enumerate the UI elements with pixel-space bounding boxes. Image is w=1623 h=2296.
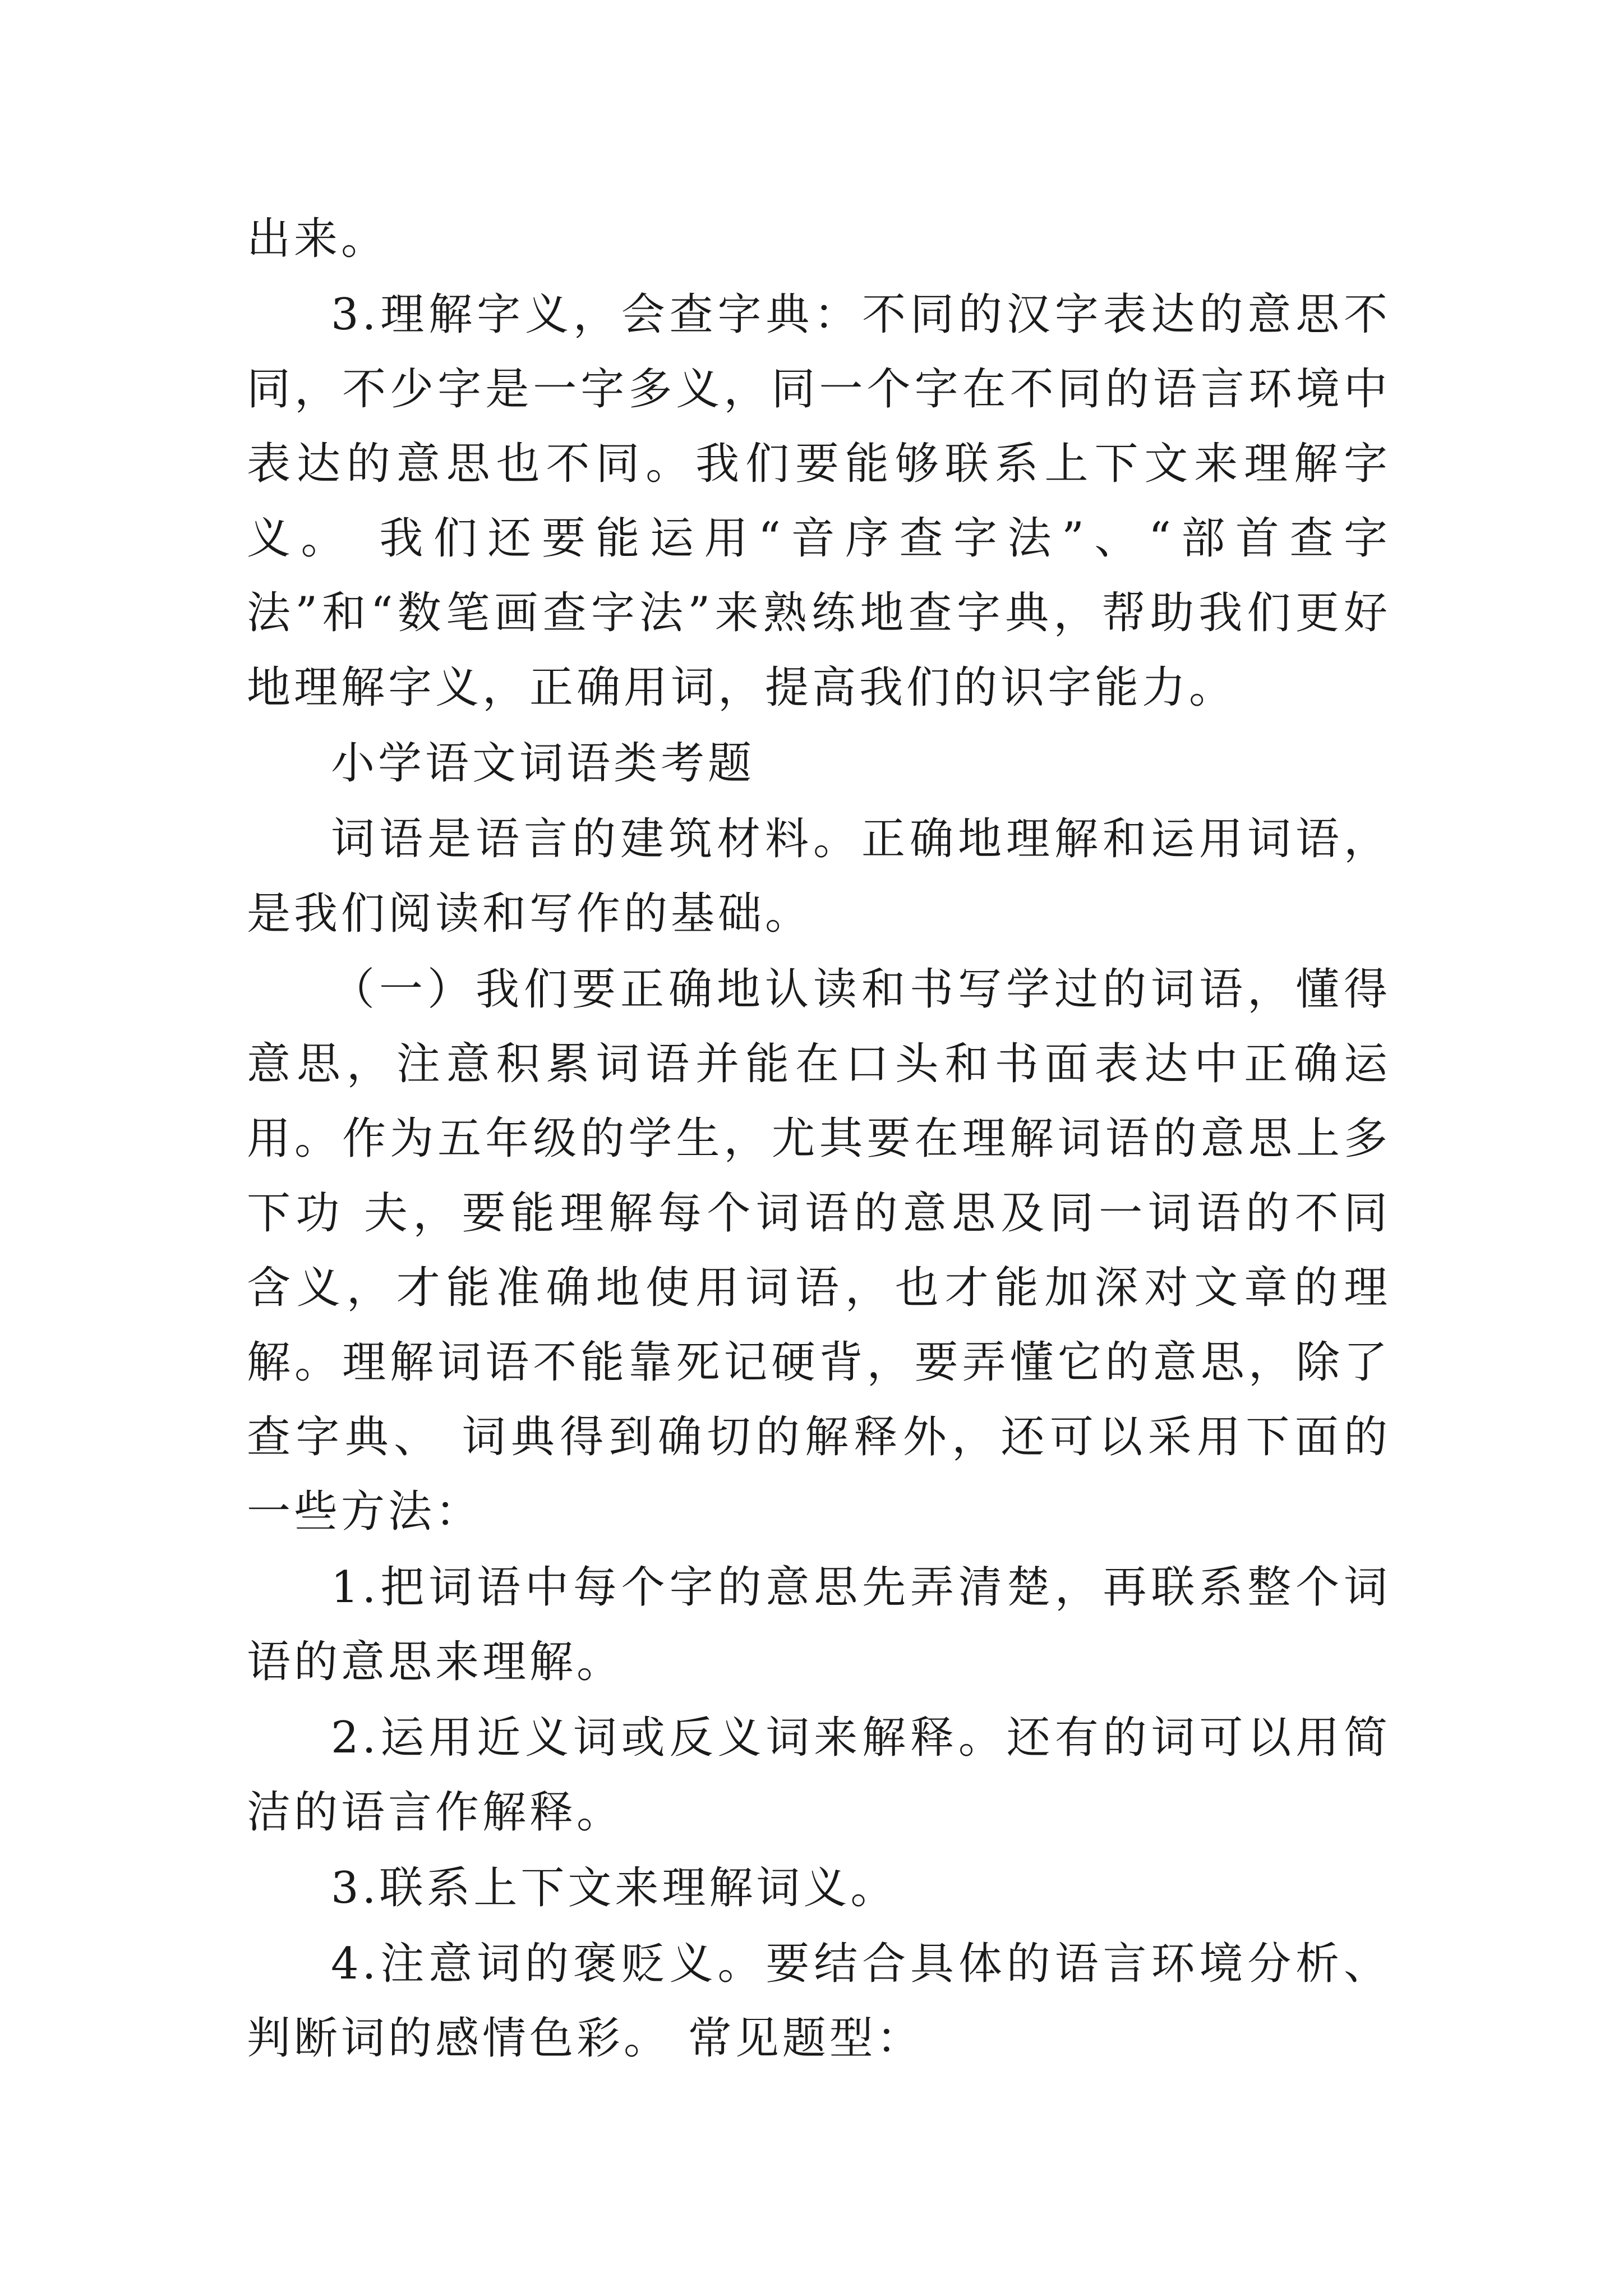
paragraph-part-one: （一）我们要正确地认读和书写学过的词语，懂得意思，注意积累词语并能在口头和书面表达中正确运用。作为五年级的学生，尤其要在理解词语的意思上多下功 夫，要能理解每个词语的意思及同一词语的不同含义，才能准确地使用词语，也才能加深对文章的理解。理解词语不能靠死记硬背，要弄懂它的意思，除了查字典、 词典得到确切的解释外，还可以采用下面的一些方法： xyxy=(247,964,1391,1537)
list-item-method-1: 1.把词语中每个字的意思先弄清楚，再联系整个词语的意思来理解。 xyxy=(247,1562,1391,1687)
paragraph-continuation: 出来。 xyxy=(247,214,389,264)
list-item-method-2: 2.运用近义词或反义词来解释。还有的词可以用简洁的语言作解释。 xyxy=(247,1713,1391,1838)
paragraph-words-intro: 词语是语言的建筑材料。正确地理解和运用词语，是我们阅读和写作的基础。 xyxy=(247,814,1391,939)
list-item-method-3: 3.联系上下文来理解词义。 xyxy=(331,1863,898,1913)
document-body xyxy=(247,202,1391,2076)
list-item-method-4: 4.注意词的褒贬义。要结合具体的语言环境分析、判断词的感情色彩。 常见题型： xyxy=(247,1939,1391,2064)
paragraph-item-3-understand-meaning: 3.理解字义，会查字典：不同的汉字表达的意思不同，不少字是一字多义，同一个字在不同的语言环境中表达的意思也不同。我们要能够联系上下文来理解字义。 我们还要能运用“音序查字法”、“部首查字法”和“数笔画查字法”来熟练地查字典，帮助我们更好地理解字义，正确用词，提高我们的识字能力。 xyxy=(247,289,1391,713)
section-heading-word-questions: 小学语文词语类考题 xyxy=(331,738,755,789)
